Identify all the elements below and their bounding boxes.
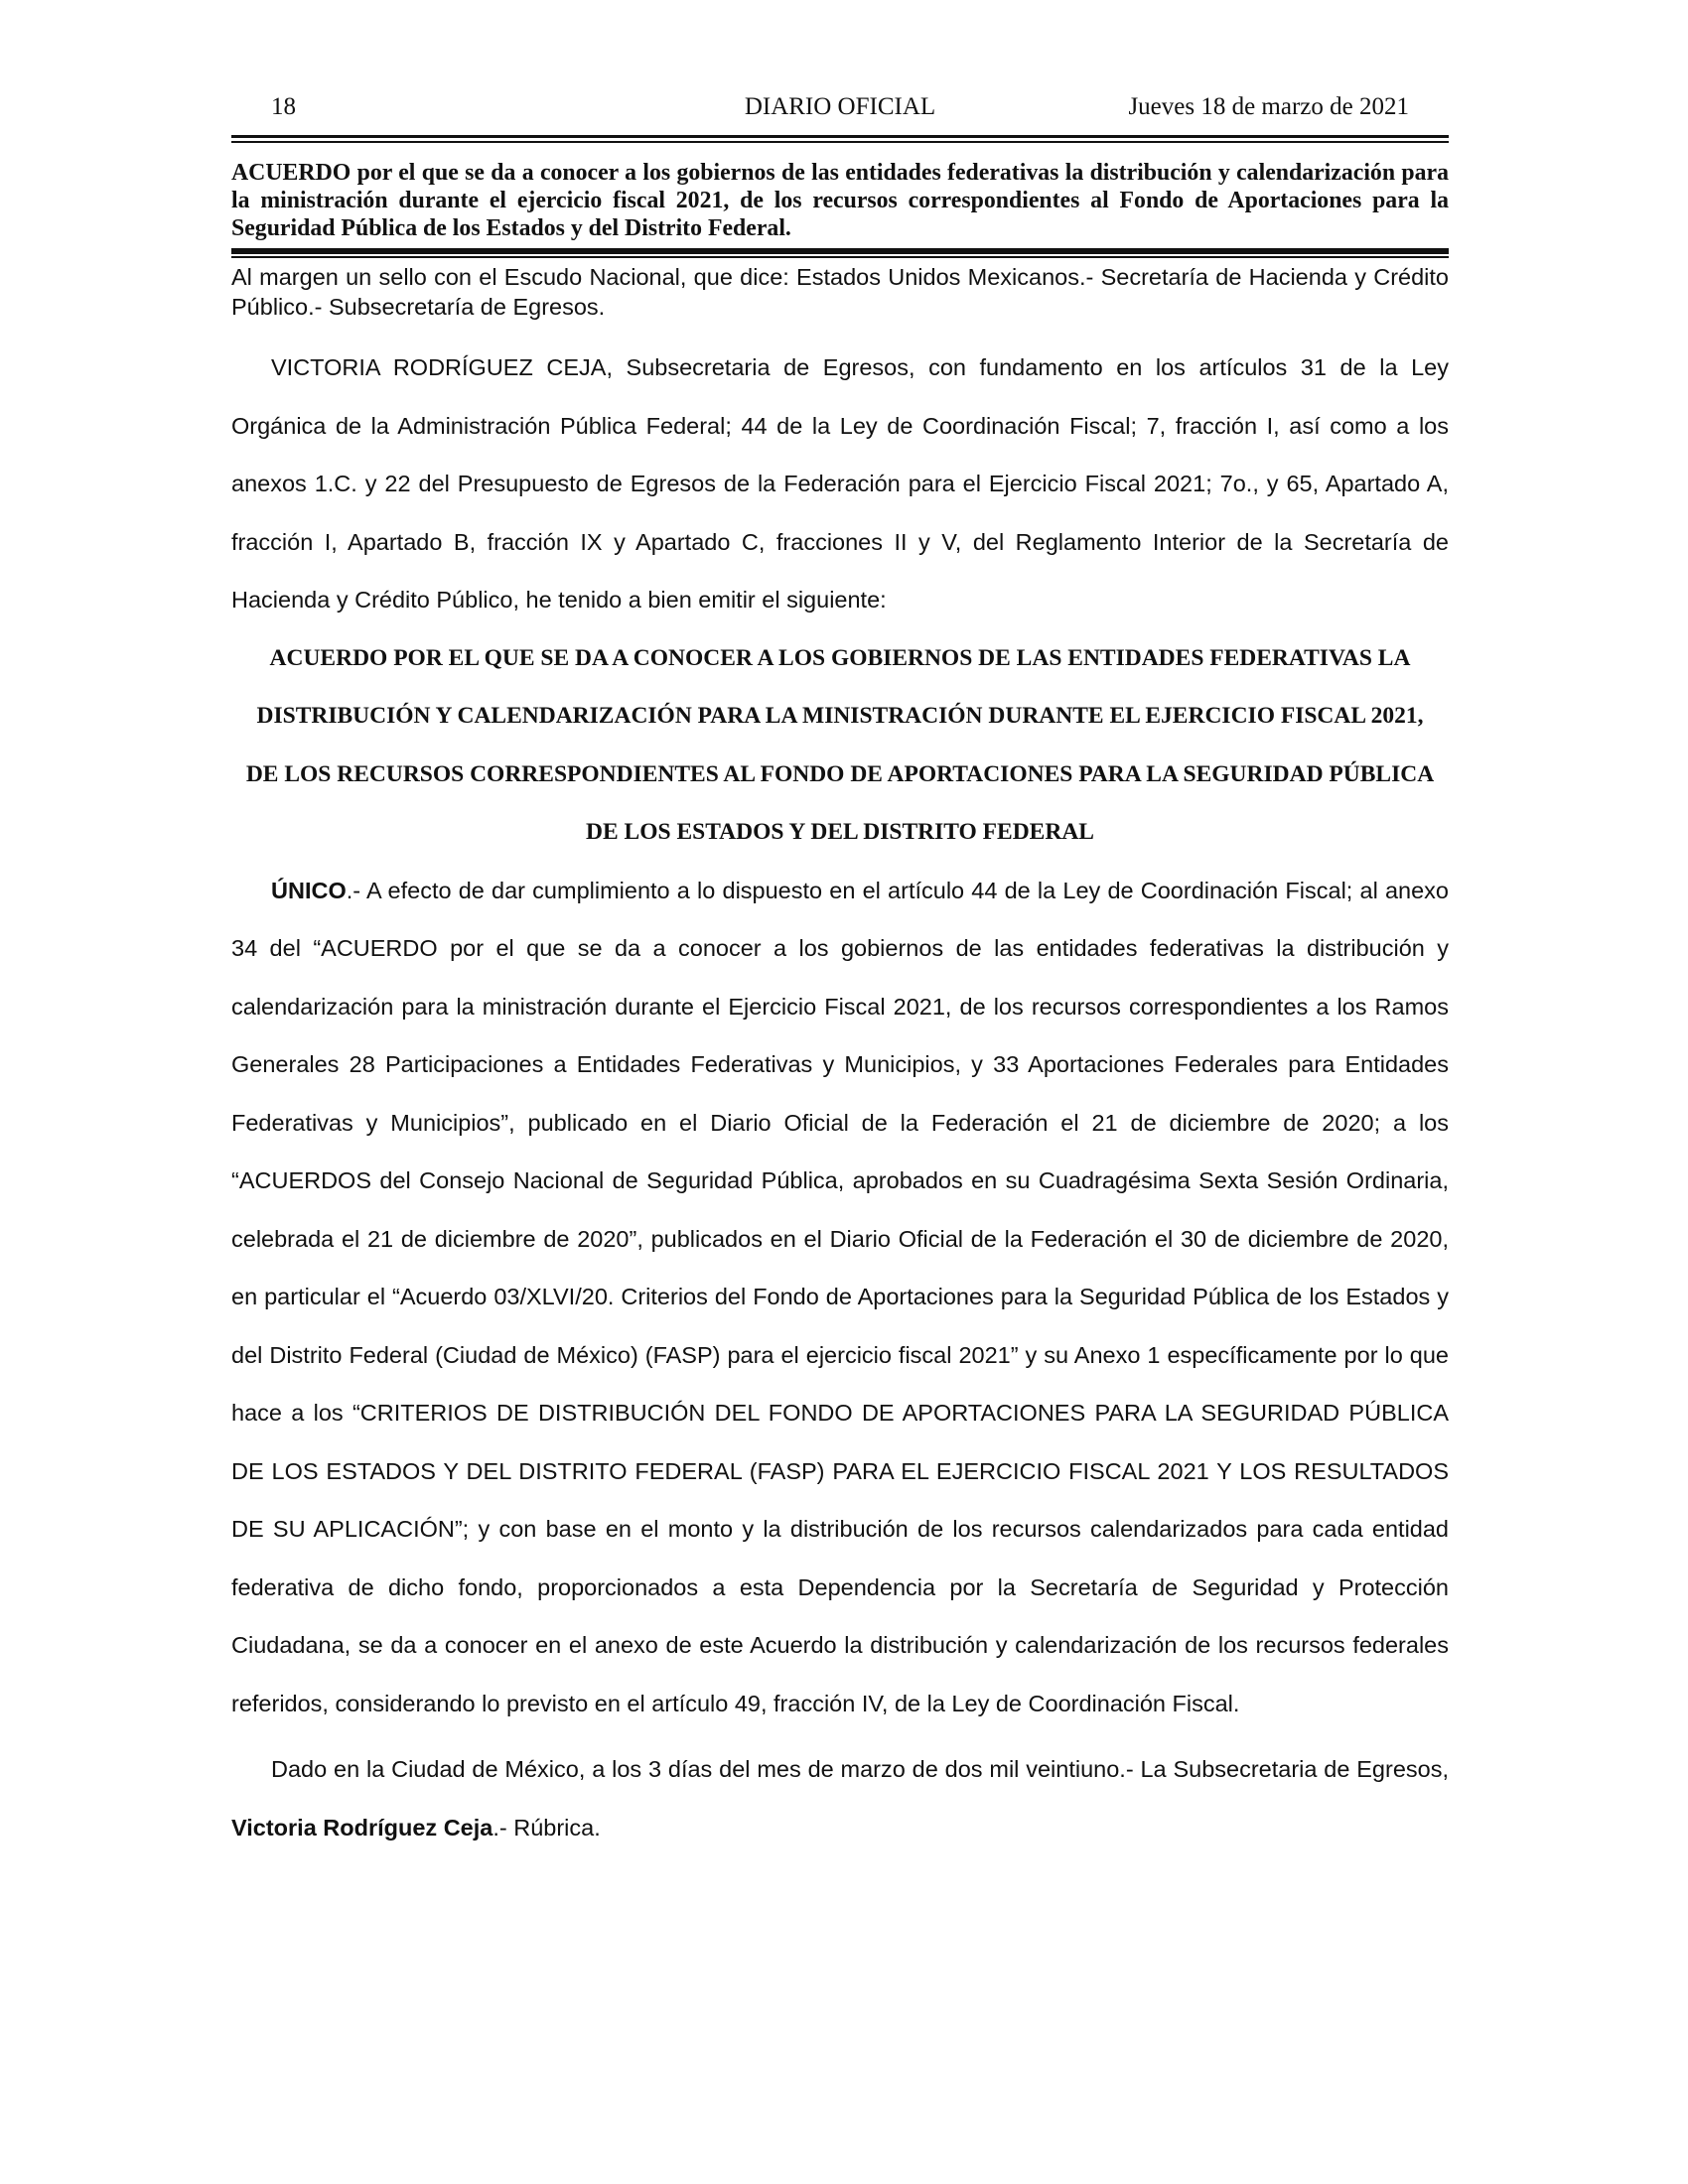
closing-text: Dado en la Ciudad de México, a los 3 días del mes de marzo de dos mil veintiuno.- La Subsecretaria de Egresos,: [271, 1756, 1449, 1782]
issue-date: Jueves 18 de marzo de 2021: [1128, 93, 1409, 120]
document-page: [231, 93, 1449, 1856]
closing-paragraph: [231, 1740, 1449, 1856]
publication-name: DIARIO OFICIAL: [744, 93, 936, 120]
unico-label: ÚNICO: [271, 877, 347, 903]
summary-rule-secondary: [231, 256, 1449, 258]
summary-title: ACUERDO por el que se da a conocer a los gobiernos de las entidades federativas la distribución y calendarización para la ministración durante el ejercicio fiscal 2021, de los recursos correspondientes al Fondo de Aportaciones para la Seguridad Pública de los Estados y del Distrito Federal.: [231, 160, 1449, 241]
header-rule-secondary: [231, 141, 1449, 143]
signer-name: Victoria Rodríguez Ceja: [231, 1814, 493, 1841]
margin-note: Al margen un sello con el Escudo Nacional, que dice: Estados Unidos Mexicanos.- Secretaría de Hacienda y Crédito Público.- Subsecretaría de Egresos.: [231, 264, 1449, 320]
page-number: 18: [271, 93, 296, 120]
intro-paragraph: VICTORIA RODRÍGUEZ CEJA, Subsecretaria de Egresos, con fundamento en los artículos 31 de la Ley Orgánica de la Administración Pública Federal; 44 de la Ley de Coordinación Fiscal; 7, fracción I, así como a los anexos 1.C. y 22 del Presupuesto de Egresos de la Federación para el Ejercicio Fiscal 2021; 7o., y 65, Apartado A, fracción I, Apartado B, fracción IX y Apartado C, fracciones II y V, del Reglamento Interior de la Secretaría de Hacienda y Crédito Público, he tenido a bien emitir el siguiente:: [231, 354, 1449, 613]
closing-suffix: .- Rúbrica.: [492, 1814, 601, 1841]
unico-paragraph: [231, 862, 1449, 1733]
agreement-heading: ACUERDO POR EL QUE SE DA A CONOCER A LOS GOBIERNOS DE LAS ENTIDADES FEDERATIVAS LA DISTRIBUCIÓN Y CALENDARIZACIÓN PARA LA MINISTRACIÓN DURANTE EL EJERCICIO FISCAL 2021, DE LOS RECURSOS CORRESPONDIENTES AL FONDO DE APORTACIONES PARA LA SEGURIDAD PÚBLICA DE LOS ESTADOS Y DEL DISTRITO FEDERAL: [245, 644, 1435, 845]
summary-rule: [231, 248, 1449, 254]
header-rule: [231, 135, 1449, 138]
unico-text: .- A efecto de dar cumplimiento a lo dispuesto en el artículo 44 de la Ley de Coordinación Fiscal; al anexo 34 del “ACUERDO por el que se da a conocer a los gobiernos de las entidades federativas la distribución y calendarización para la ministración durante el Ejercicio Fiscal 2021, de los recursos correspondientes a los Ramos Generales 28 Participaciones a Entidades Federativas y Municipios, y 33 Aportaciones Federales para Entidades Federativas y Municipios”, publicado en el Diario Oficial de la Federación el 21 de diciembre de 2020; a los “ACUERDOS del Consejo Nacional de Seguridad Pública, aprobados en su Cuadragésima Sexta Sesión Ordinaria, celebrada el 21 de diciembre de 2020”, publicados en el Diario Oficial de la Federación el 30 de diciembre de 2020, en particular el “Acuerdo 03/XLVI/20. Criterios del Fondo de Aportaciones para la Seguridad Pública de los Estados y del Distrito Federal (Ciudad de México) (FASP) para el ejercicio fiscal 2021” y su Anexo 1 específicamente por lo que hace a los “CRITERIOS DE DISTRIBUCIÓN DEL FONDO DE APORTACIONES PARA LA SEGURIDAD PÚBLICA DE LOS ESTADOS Y DEL DISTRITO FEDERAL (FASP) PARA EL EJERCICIO FISCAL 2021 Y LOS RESULTADOS DE SU APLICACIÓN”; y con base en el monto y la distribución de los recursos calendarizados para cada entidad federativa de dicho fondo, proporcionados a esta Dependencia por la Secretaría de Seguridad y Protección Ciudadana, se da a conocer en el anexo de este Acuerdo la distribución y calendarización de los recursos federales referidos, considerando lo previsto en el artículo 49, fracción IV, de la Ley de Coordinación Fiscal.: [231, 877, 1449, 1716]
running-header: [231, 93, 1449, 133]
